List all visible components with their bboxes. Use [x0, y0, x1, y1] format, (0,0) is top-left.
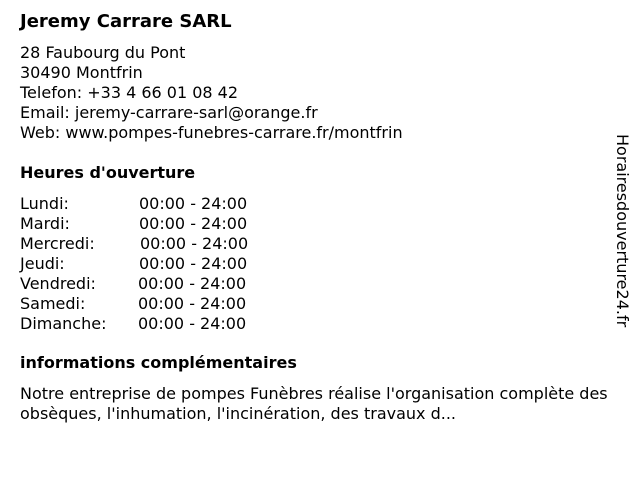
day-label: Vendredi:: [20, 274, 96, 293]
address-street: 28 Faubourg du Pont: [20, 43, 186, 62]
hours-row-monday: [20, 194, 320, 214]
hours-row-sunday: [20, 314, 320, 334]
day-label: Lundi:: [20, 194, 69, 213]
business-name: Jeremy Carrare SARL: [20, 11, 232, 32]
business-description: Notre entreprise de pompes Funèbres réalise l'organisation complète des obsèques, l'inhumation, l'incinération, des travaux d...: [20, 384, 608, 423]
time-range: 00:00 - 24:00: [138, 274, 247, 293]
time-range: 00:00 - 24:00: [138, 314, 247, 333]
time-range: 00:00 - 24:00: [139, 254, 248, 273]
contact-block: [20, 43, 403, 143]
hours-row-wednesday: [20, 234, 320, 254]
website-line: Web: www.pompes-funebres-carrare.fr/montfrin: [20, 123, 403, 142]
time-range: 00:00 - 24:00: [140, 234, 249, 253]
day-label: Mercredi:: [20, 234, 95, 253]
address-city: 30490 Montfrin: [20, 63, 143, 82]
additional-info-heading: informations complémentaires: [20, 353, 297, 372]
time-range: 00:00 - 24:00: [138, 294, 247, 313]
hours-row-tuesday: [20, 214, 320, 234]
phone-line: Telefon: +33 4 66 01 08 42: [20, 83, 239, 102]
day-label: Jeudi:: [20, 254, 65, 273]
hours-row-friday: [20, 274, 320, 294]
time-range: 00:00 - 24:00: [139, 194, 248, 213]
hours-row-thursday: [20, 254, 320, 274]
day-label: Mardi:: [20, 214, 70, 233]
day-label: Samedi:: [20, 294, 86, 313]
hours-row-saturday: [20, 294, 320, 314]
opening-hours-table: [20, 194, 320, 334]
email-line: Email: jeremy-carrare-sarl@orange.fr: [20, 103, 318, 122]
opening-hours-heading: Heures d'ouverture: [20, 163, 196, 182]
day-label: Dimanche:: [20, 314, 107, 333]
site-watermark: Horairesdouverture24.fr: [613, 134, 632, 328]
time-range: 00:00 - 24:00: [139, 214, 248, 233]
